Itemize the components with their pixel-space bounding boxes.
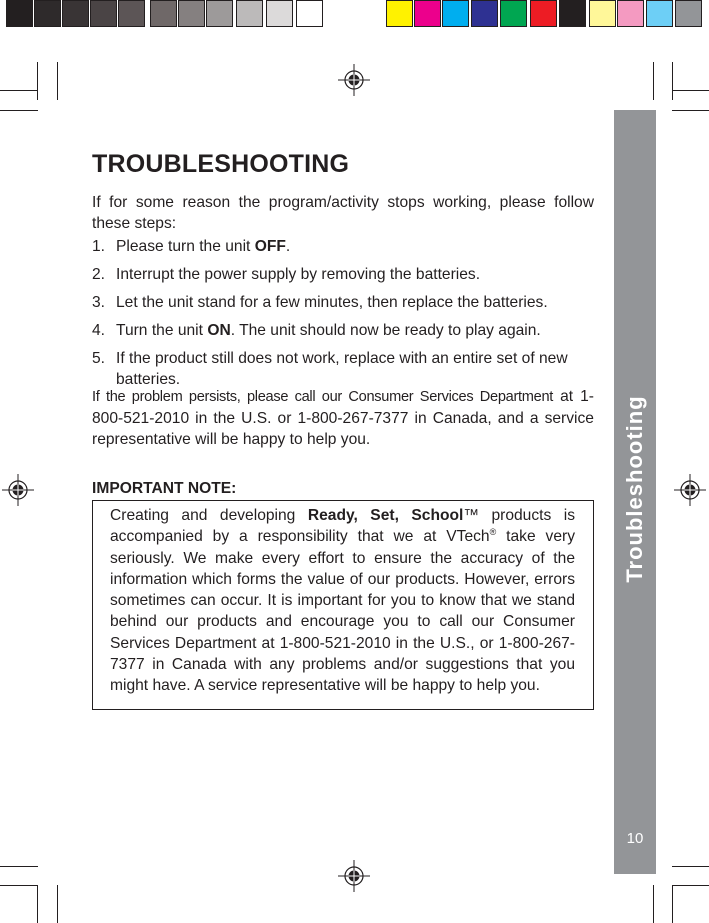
crop-mark xyxy=(672,110,709,111)
crop-mark xyxy=(672,90,709,91)
crop-mark xyxy=(653,885,654,923)
step-number: 1. xyxy=(92,238,106,255)
crop-mark xyxy=(672,866,709,867)
gray-swatch xyxy=(118,0,145,27)
crop-mark xyxy=(57,885,58,923)
step-number: 5. xyxy=(92,350,106,367)
crop-mark xyxy=(0,90,38,91)
color-swatch xyxy=(646,0,673,27)
important-note-text: Creating and developing Ready, Set, School™ products is accompanied by a responsibility that we at VTech® take very seriously. We make every effort to ensure the accuracy of the information which forms the value of our products. However, errors sometimes can occur. It is important for you to know that we stand behind our products and encourage you to call our Consumer Services Department at 1-800-521-2010 in the U.S., or 1-800-267-7377 in Canada with any problems and/or suggestions that you might have. A service representative will be happy to help you. xyxy=(110,507,575,695)
product-name: Ready, Set, School xyxy=(307,507,464,524)
gray-swatch xyxy=(266,0,293,27)
crop-mark xyxy=(672,885,709,886)
list-item: 4. Turn the unit ON. The unit should now be ready to play again. xyxy=(92,322,541,339)
section-tab-label: Troubleshooting xyxy=(622,395,647,583)
color-swatch xyxy=(386,0,413,27)
list-item: 1. Please turn the unit OFF. xyxy=(92,238,291,255)
step-number: 2. xyxy=(92,266,106,283)
crop-mark xyxy=(37,885,38,923)
gray-swatch xyxy=(178,0,205,27)
crop-mark xyxy=(672,885,673,923)
persist-paragraph xyxy=(92,386,594,450)
gray-swatch xyxy=(6,0,33,27)
crop-mark xyxy=(57,62,58,100)
gray-swatch xyxy=(296,0,323,27)
persist-line: If the problem persists, please call our Consumer Services Department xyxy=(92,389,554,405)
step-number: 4. xyxy=(92,322,106,339)
color-swatch xyxy=(442,0,469,27)
crop-mark xyxy=(653,62,654,100)
color-swatch xyxy=(589,0,616,27)
color-swatch xyxy=(675,0,702,27)
page-number: 10 xyxy=(626,830,644,847)
crop-mark xyxy=(37,62,38,100)
important-note-heading: IMPORTANT NOTE: xyxy=(92,480,237,497)
list-item: 2. Interrupt the power supply by removing the batteries. xyxy=(92,266,481,283)
gray-swatch xyxy=(236,0,263,27)
gray-swatch xyxy=(150,0,177,27)
registration-mark-icon xyxy=(2,474,34,506)
color-swatch xyxy=(530,0,557,27)
color-swatch xyxy=(414,0,441,27)
step-number: 3. xyxy=(92,294,106,311)
gray-swatch xyxy=(90,0,117,27)
crop-mark xyxy=(672,62,673,100)
color-swatch xyxy=(617,0,644,27)
crop-mark xyxy=(0,885,38,886)
page-title: TROUBLESHOOTING xyxy=(92,150,350,178)
list-item: 3. Let the unit stand for a few minutes, then replace the batteries. xyxy=(92,294,548,311)
color-swatch xyxy=(471,0,498,27)
registration-mark-icon xyxy=(338,64,370,96)
crop-mark xyxy=(0,866,38,867)
steps-list xyxy=(92,236,594,397)
color-swatch xyxy=(500,0,527,27)
registration-mark-icon xyxy=(338,860,370,892)
gray-swatch xyxy=(206,0,233,27)
gray-swatch xyxy=(62,0,89,27)
registration-mark-icon xyxy=(674,474,706,506)
list-item: 5. If the product still does not work, replace with an entire set of new batteries. xyxy=(92,350,568,388)
crop-mark xyxy=(0,110,38,111)
intro-paragraph: If for some reason the program/activity stops working, please follow these steps: xyxy=(92,194,594,232)
color-swatch xyxy=(559,0,586,27)
gray-swatch xyxy=(34,0,61,27)
persist-line: at 1-800-521-2010 in the U.S. or 1-800-267-7377 in Canada, and a service representative will be happy to help you. xyxy=(92,388,594,448)
